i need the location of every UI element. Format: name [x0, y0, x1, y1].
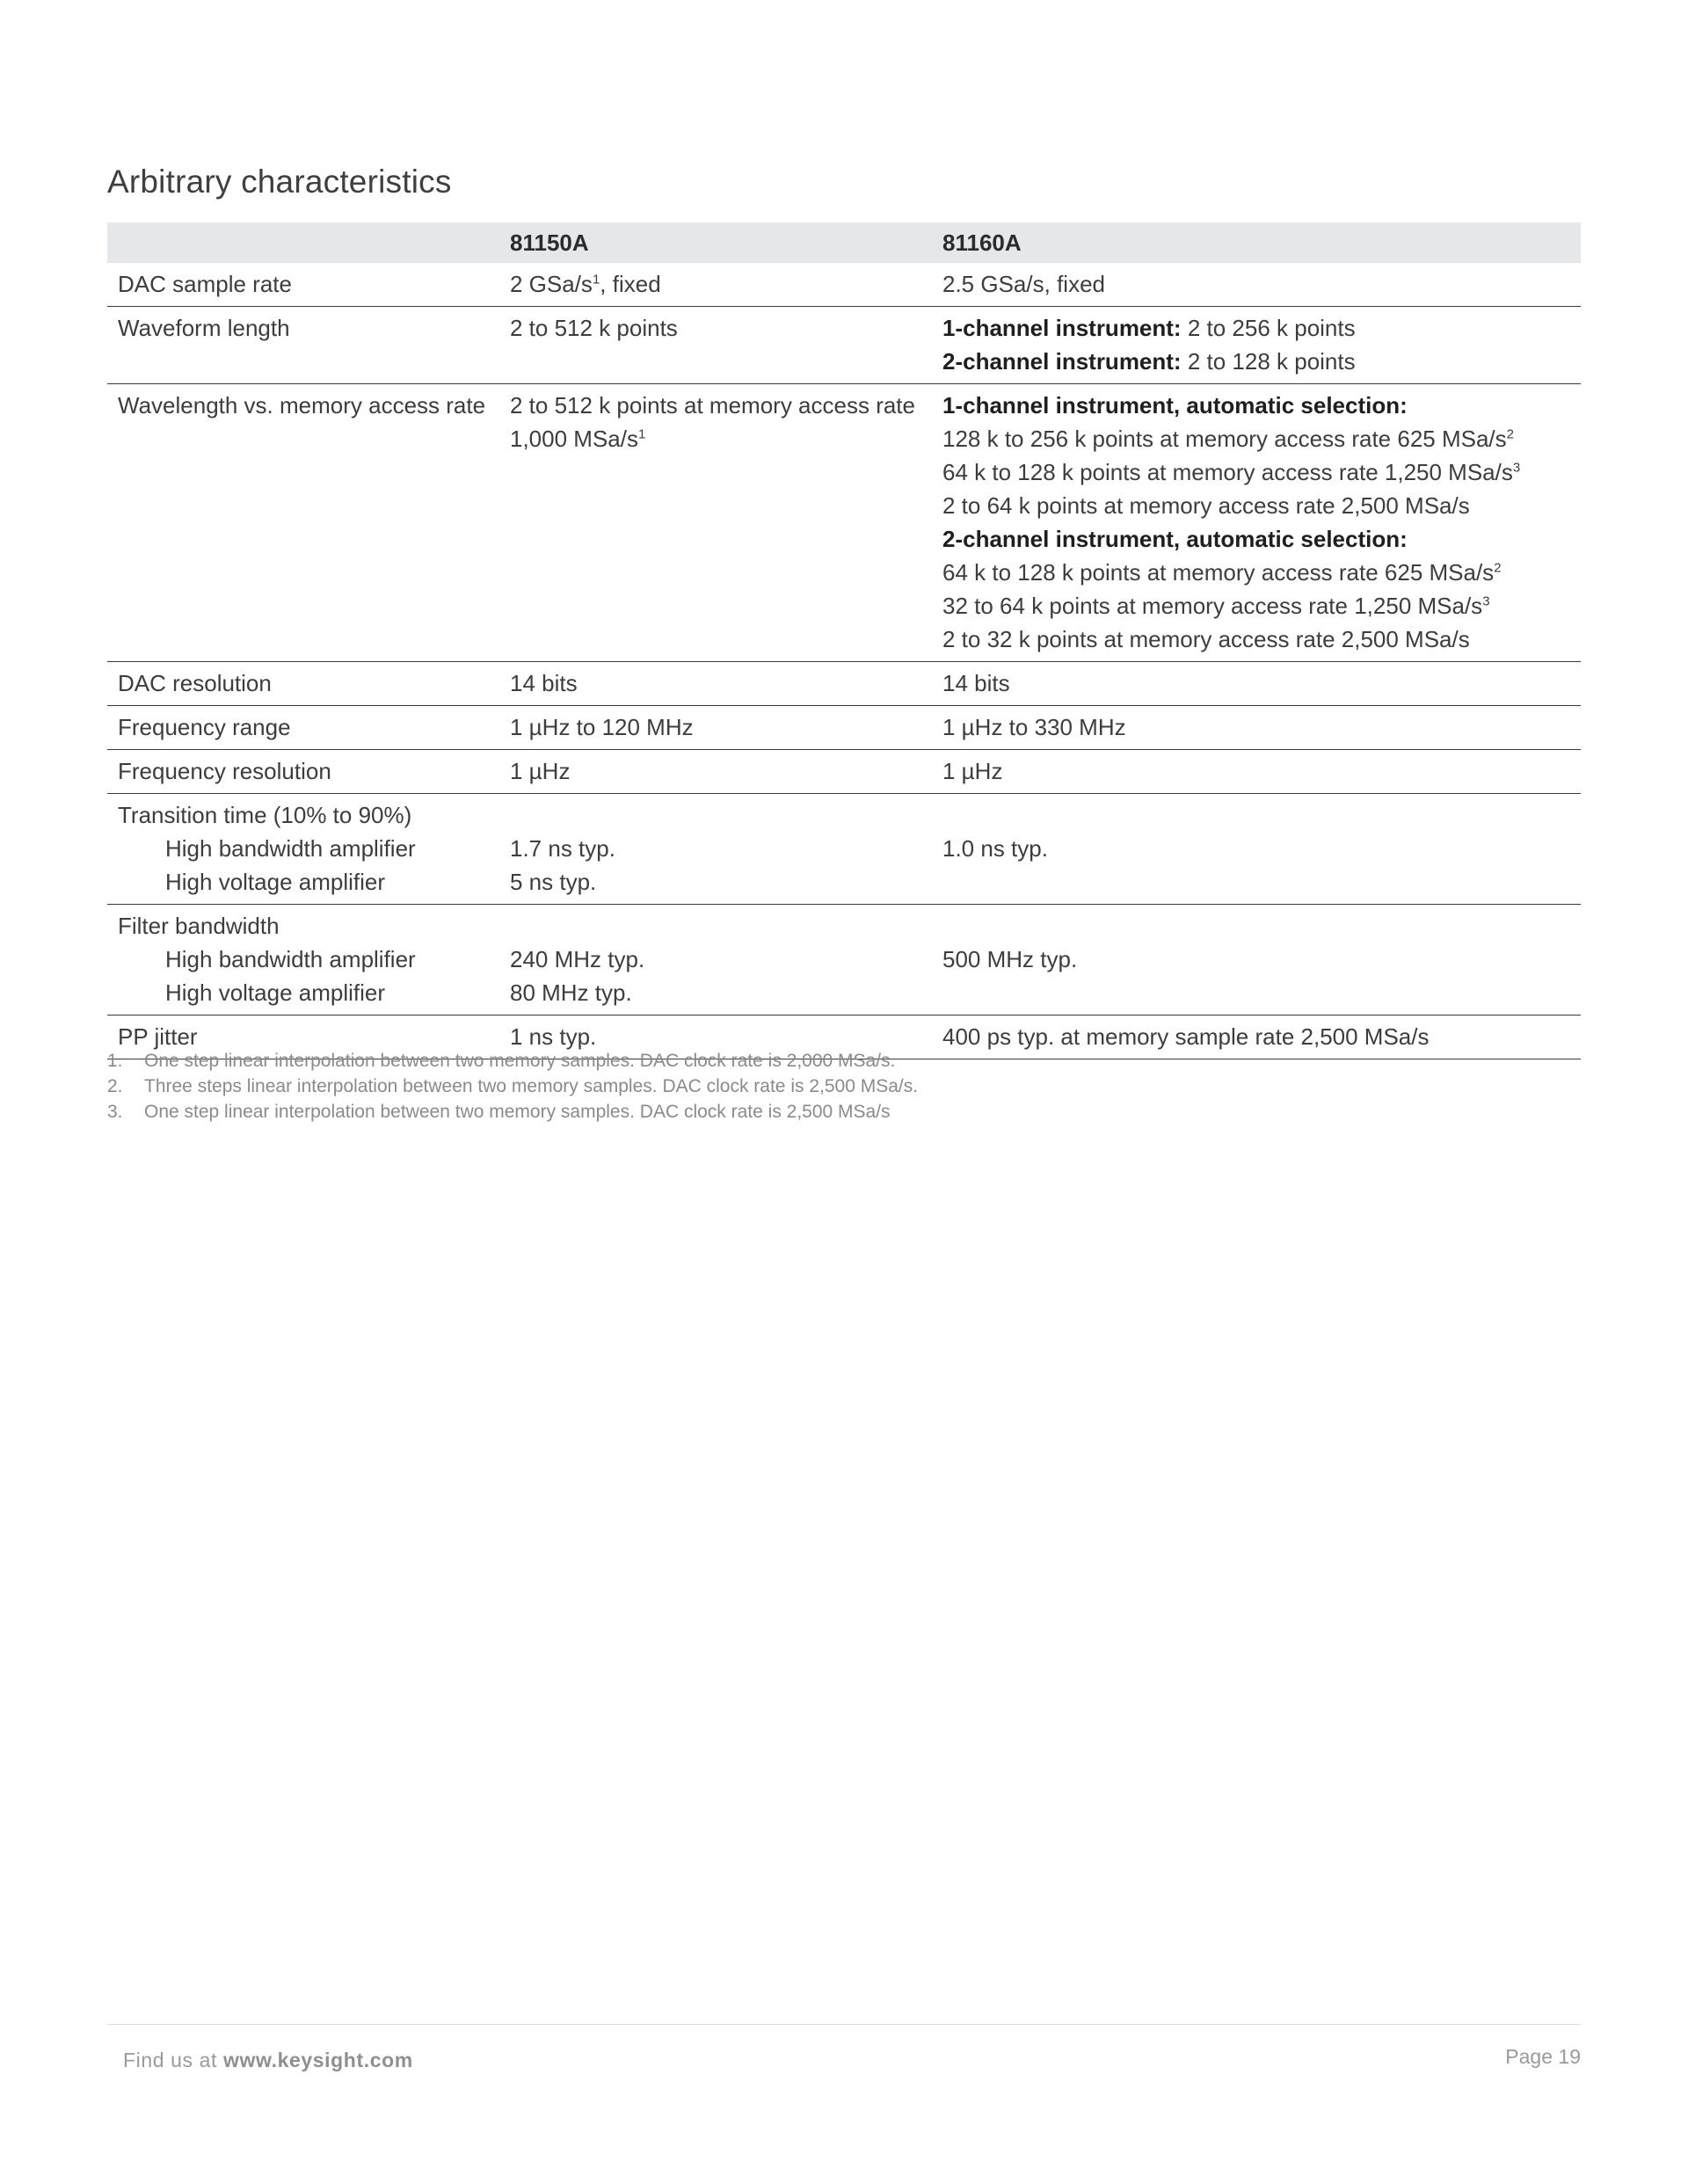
cell-81160a: 2.5 GSa/s, fixed	[932, 263, 1581, 307]
footnote: 3. One step linear interpolation between two memory samples. DAC clock rate is 2,500 MSa/s	[107, 1102, 891, 1122]
cell-81160a: 1 µHz to 330 MHz	[932, 706, 1581, 750]
header-81150a: 81150A	[499, 222, 932, 263]
row-label: Filter bandwidth High bandwidth amplifier High voltage amplifier	[107, 905, 499, 1016]
footer-url-link[interactable]: www.keysight.com	[223, 2049, 413, 2071]
row-label: Frequency resolution	[107, 750, 499, 794]
cell-81150a: 14 bits	[499, 662, 932, 706]
cell-81160a: 500 MHz typ.	[932, 905, 1581, 1016]
footnotes	[107, 1048, 918, 1125]
footer-find-us: Find us at www.keysight.com	[123, 2049, 413, 2071]
table-row	[107, 794, 1581, 905]
cell-81160a: 1 µHz	[932, 750, 1581, 794]
cell-81160a: 1-channel instrument, automatic selection: 128 k to 256 k points at memory access rate 625 MSa/$s^2$ 64 k to 128 k points at memory access rate 1,250 MSa/$s^3$ 2 to 64 k points at memory access rate 2,500 MSa/s 2-channel instrument, automatic selection: 64 k to 128 k points at memory access rate 625 MSa/$s^2$ 32 to 64 k points at memory access rate 1,250 MSa/$s^3$ 2 to 32 k points at memory access rate 2,500 MSa/s	[932, 384, 1581, 662]
table-row	[107, 706, 1581, 750]
cell-81150a: 2 to 512 k points	[499, 307, 932, 384]
row-label: Frequency range	[107, 706, 499, 750]
cell-81150a: 240 MHz typ. 80 MHz typ.	[499, 905, 932, 1016]
footnote: 1. One step linear interpolation between two memory samples. DAC clock rate is 2,000 MSa/s.	[107, 1051, 896, 1071]
cell-81150a: 1.7 ns typ. 5 ns typ.	[499, 794, 932, 905]
cell-81160a: 1-channel instrument: 2 to 256 k points 2-channel instrument: 2 to 128 k points	[932, 307, 1581, 384]
footnote: 2. Three steps linear interpolation between two memory samples. DAC clock rate is 2,500 MSa/s.	[107, 1076, 919, 1096]
table-row	[107, 662, 1581, 706]
row-label: Wavelength vs. memory access rate	[107, 384, 499, 662]
footer-divider	[107, 2024, 1581, 2025]
cell-81150a: 2 GSa/$s^1$, fixed	[499, 263, 932, 307]
cell-81160a: 400 ps typ. at memory sample rate 2,500 MSa/s	[932, 1016, 1581, 1059]
cell-81160a: 1.0 ns typ.	[932, 794, 1581, 905]
table-row	[107, 384, 1581, 662]
header-parameter	[107, 222, 499, 263]
row-label: DAC resolution	[107, 662, 499, 706]
table-row	[107, 750, 1581, 794]
cell-81160a: 14 bits	[932, 662, 1581, 706]
row-label: Waveform length	[107, 307, 499, 384]
cell-81150a: 1 µHz to 120 MHz	[499, 706, 932, 750]
cell-81150a: 2 to 512 k points at memory access rate 1,000 MSa/$s^1$	[499, 384, 932, 662]
table-row	[107, 263, 1581, 307]
arbitrary-characteristics-table	[107, 222, 1581, 1059]
row-label: Transition time (10% to 90%) High bandwidth amplifier High voltage amplifier	[107, 794, 499, 905]
table-row	[107, 307, 1581, 384]
row-label: DAC sample rate	[107, 263, 499, 307]
page-number: Page 19	[1505, 2045, 1581, 2068]
section-title: Arbitrary characteristics	[107, 164, 452, 200]
cell-81150a: 1 ns typ.	[499, 1016, 932, 1059]
row-label: PP jitter	[107, 1016, 499, 1059]
header-81160a: 81160A	[932, 222, 1581, 263]
cell-81150a: 1 µHz	[499, 750, 932, 794]
table-header-row	[107, 222, 1581, 263]
table-row	[107, 905, 1581, 1016]
